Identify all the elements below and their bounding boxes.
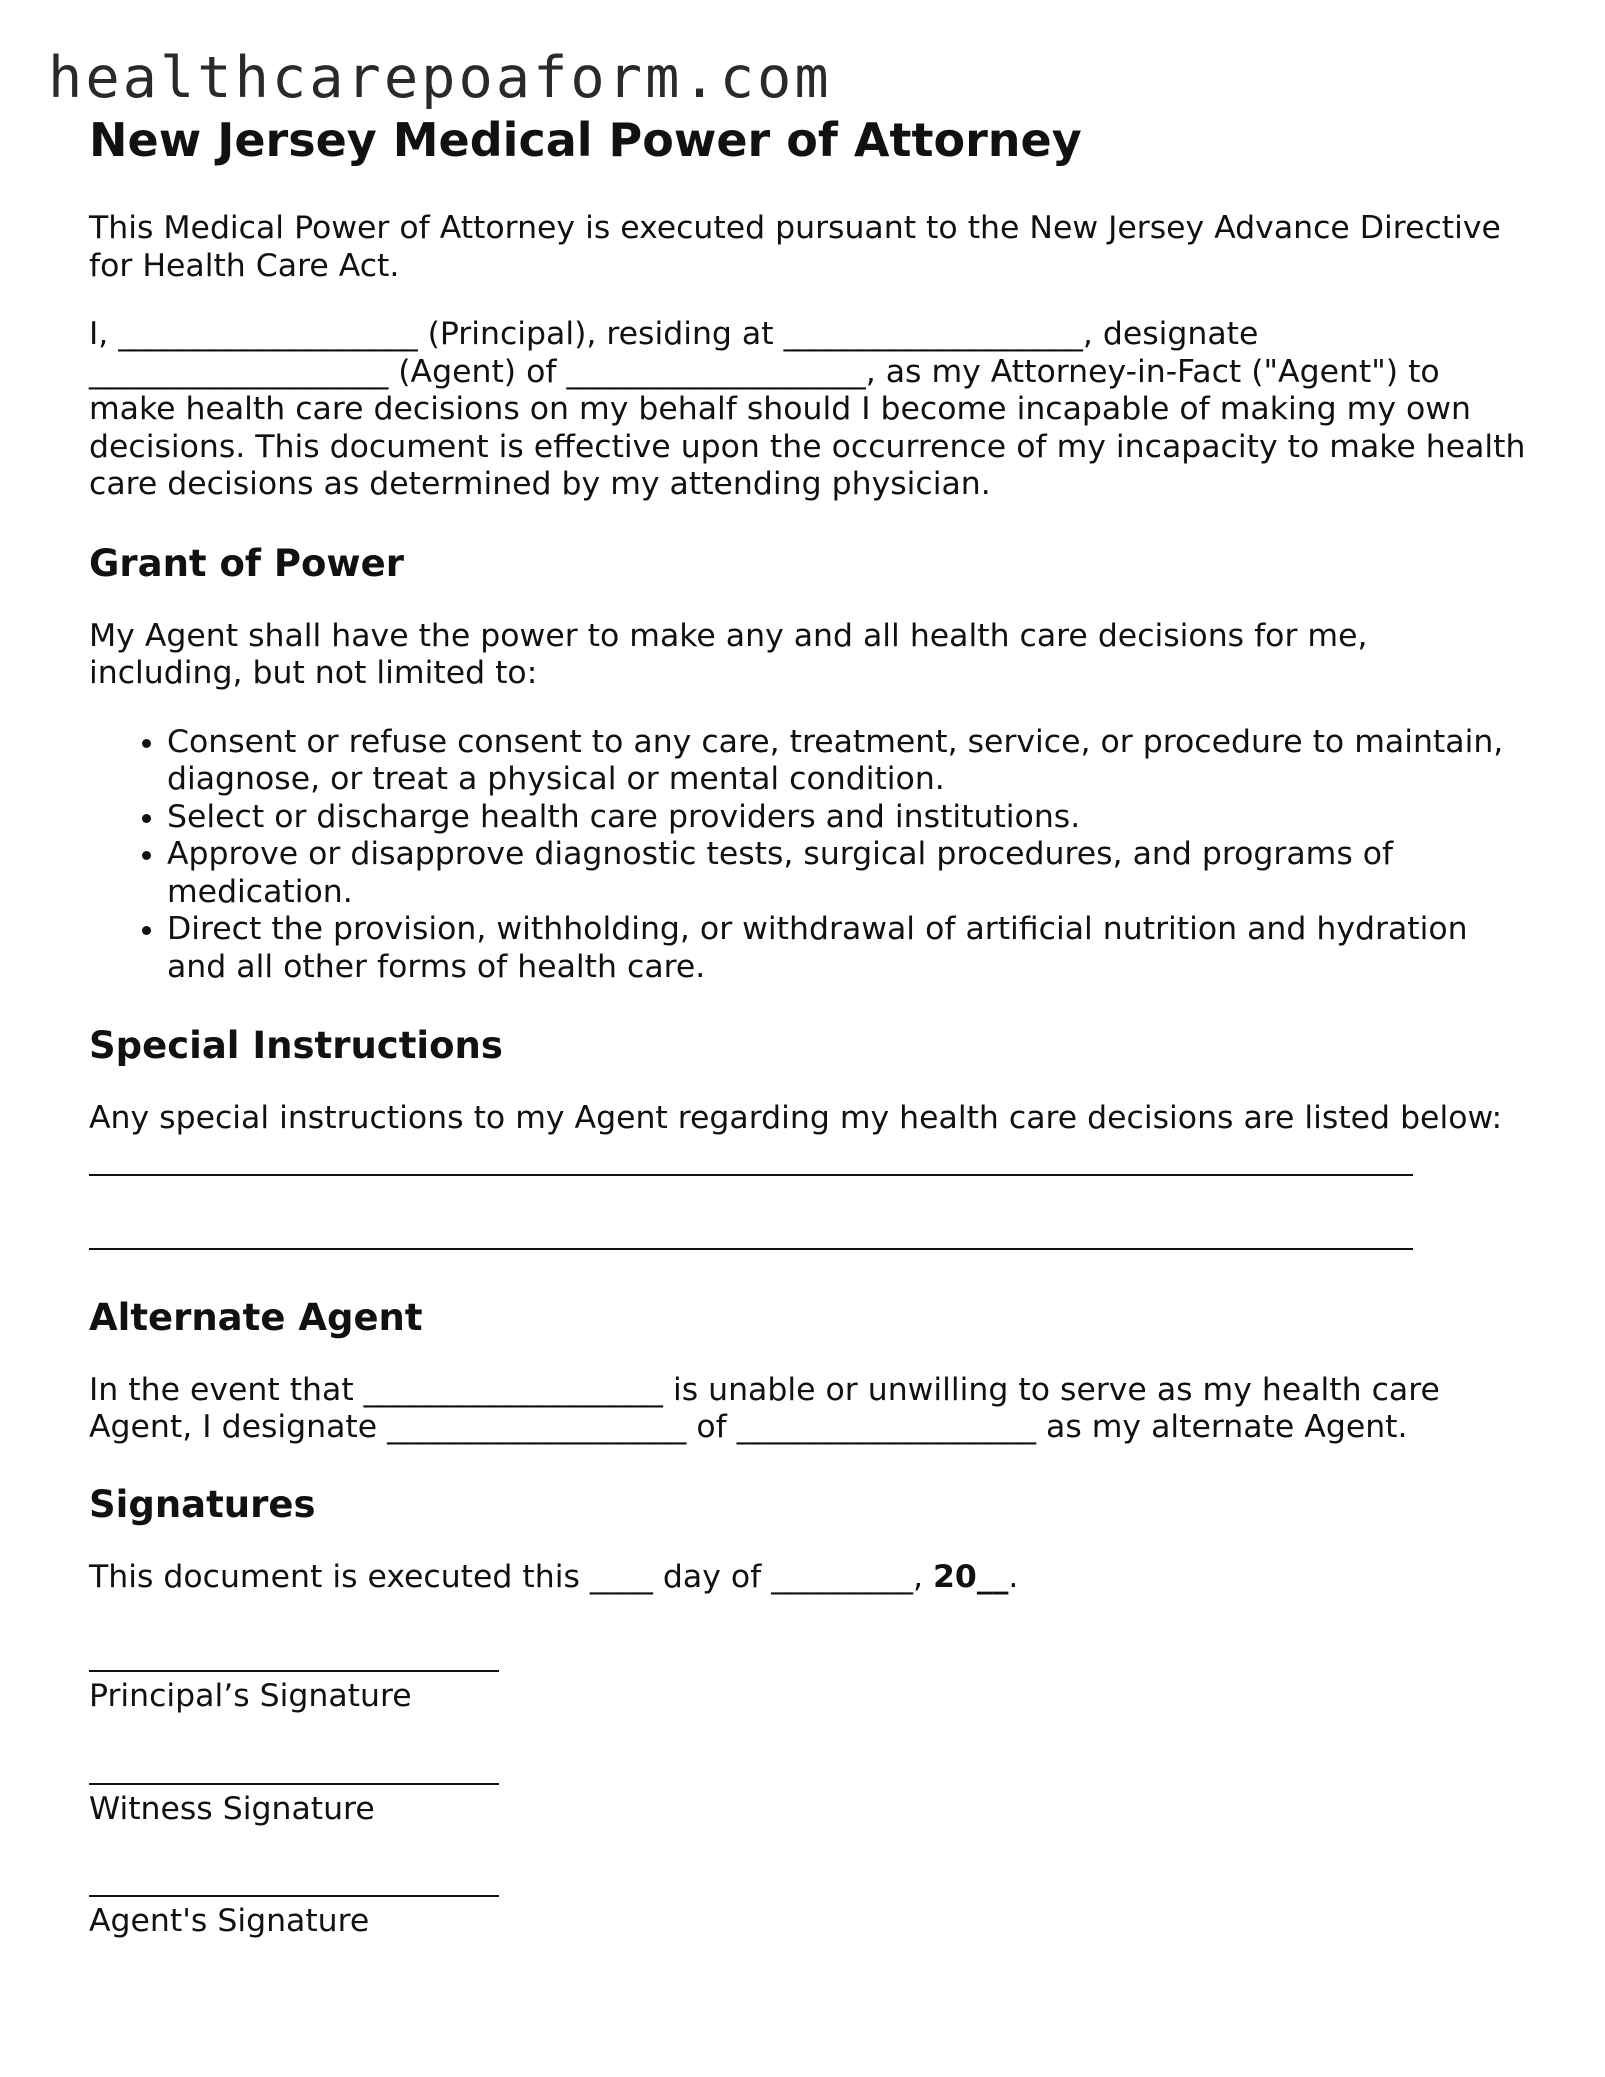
list-item: • Select or discharge health care providers and institutions. [167, 799, 1529, 837]
list-item: • Consent or refuse consent to any care, treatment, service, or procedure to maintain, diagnose, or treat a physical or mental condition. [167, 724, 1529, 799]
list-item: • Direct the provision, withholding, or withdrawal of artificial nutrition and hydration and all other forms of health care. [167, 911, 1529, 986]
list-item: • Approve or disapprove diagnostic tests, surgical procedures, and programs of medication. [167, 836, 1529, 911]
signatures-heading: Signatures [89, 1482, 316, 1526]
execution-date-suffix: . [1008, 1558, 1019, 1595]
witness-signature-label: Witness Signature [89, 1790, 375, 1827]
intro-paragraph: This Medical Power of Attorney is executed pursuant to the New Jersey Advance Directive for Health Care Act. [89, 210, 1501, 284]
designation-paragraph: I, ___________________ (Principal), residing at ___________________, designate ___________________ (Agent) of ___________________, as my Attorney-in-Fact ("Agent") to make health care decisions on my behalf should I become incapable of making my own decisions. This document is effective upon the occurrence of my incapacity to make health care decisions as determined by my attending physician. [89, 316, 1526, 502]
agent-signature-block [89, 1861, 1529, 1941]
witness-signature-line[interactable] [89, 1749, 499, 1785]
agent-signature-label: Agent's Signature [89, 1903, 370, 1939]
grant-of-power-heading: Grant of Power [89, 541, 404, 585]
powers-list [89, 724, 1529, 987]
principal-signature-line[interactable] [89, 1636, 499, 1672]
principal-signature-label: Principal’s Signature [89, 1678, 412, 1714]
special-instructions-line-1[interactable] [89, 1174, 1413, 1176]
agent-signature-line[interactable] [89, 1861, 499, 1897]
document-body [89, 112, 1529, 1974]
special-instructions-heading: Special Instructions [89, 1024, 503, 1067]
alternate-agent-heading: Alternate Agent [89, 1295, 423, 1339]
execution-date-prefix: This document is executed this ____ day of _________, [89, 1558, 934, 1595]
special-instructions-line-2[interactable] [89, 1248, 1413, 1250]
special-instructions-intro: Any special instructions to my Agent regarding my health care decisions are listed below: [89, 1100, 1503, 1136]
document-title: New Jersey Medical Power of Attorney [89, 113, 1082, 167]
witness-signature-block [89, 1749, 1529, 1829]
execution-year: 20__ [933, 1558, 1009, 1595]
alternate-agent-paragraph: In the event that ___________________ is unable or unwilling to serve as my health care Agent, I designate ___________________ of ___________________ as my alternate Agent. [89, 1371, 1440, 1445]
site-watermark: healthcarepoaform.com [48, 45, 832, 111]
execution-date-line [89, 1559, 1529, 1597]
grant-of-power-intro: My Agent shall have the power to make any and all health care decisions for me, including, but not limited to: [89, 617, 1368, 691]
principal-signature-block [89, 1636, 1529, 1716]
